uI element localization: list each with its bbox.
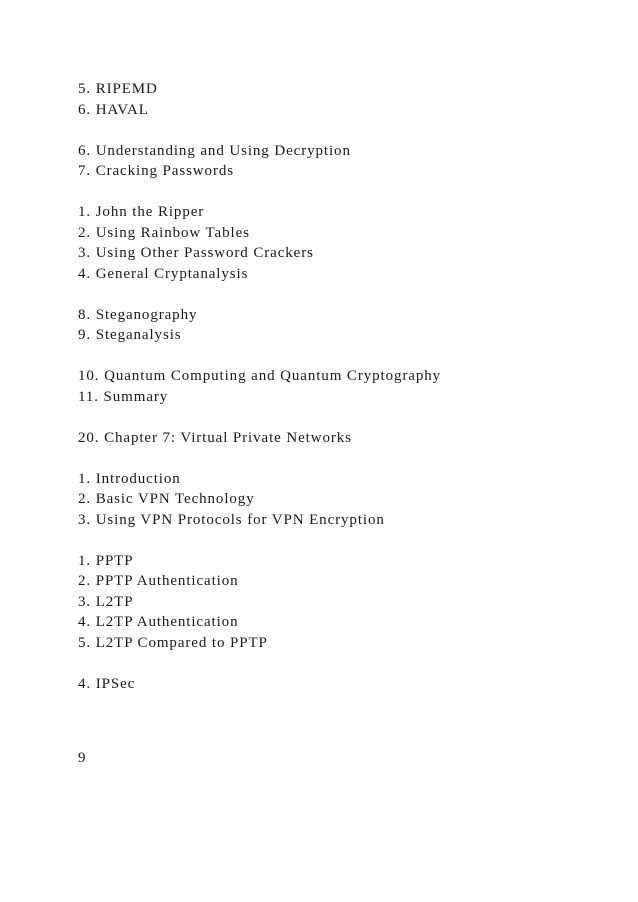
toc-group-ipsec bbox=[78, 674, 598, 695]
toc-entry: 7. Cracking Passwords bbox=[78, 163, 234, 179]
toc-entry: 2. Using Rainbow Tables bbox=[78, 224, 250, 241]
toc-chapter-heading: 20. Chapter 7: Virtual Private Networks bbox=[78, 429, 352, 446]
toc-entry: 2. PPTP Authentication bbox=[78, 573, 239, 589]
toc-group-password-cracking bbox=[78, 202, 598, 284]
toc-entry: 4. L2TP Authentication bbox=[78, 614, 239, 630]
toc-entry: 1. PPTP bbox=[78, 552, 134, 569]
toc-entry: 6. Understanding and Using Decryption bbox=[78, 142, 351, 159]
toc-entry: 6. HAVAL bbox=[78, 101, 149, 118]
toc-entry: 1. John the Ripper bbox=[78, 204, 205, 220]
toc-group-vpn-protocols bbox=[78, 551, 598, 654]
toc-entry: 2. Basic VPN Technology bbox=[78, 491, 255, 507]
toc-entry: 3. L2TP bbox=[78, 593, 134, 610]
toc-entry: 1. Introduction bbox=[78, 470, 181, 487]
toc-group-chapter-heading bbox=[78, 428, 598, 449]
toc-entry: 5. L2TP Compared to PPTP bbox=[78, 634, 268, 651]
toc-group-vpn-basics bbox=[78, 469, 598, 531]
toc-entry: 9. Steganalysis bbox=[78, 327, 182, 343]
table-of-contents bbox=[78, 79, 598, 715]
toc-entry: 4. General Cryptanalysis bbox=[78, 265, 249, 282]
toc-entry: 11. Summary bbox=[78, 388, 169, 405]
toc-entry: 4. IPSec bbox=[78, 675, 136, 692]
toc-group-decryption bbox=[78, 141, 598, 182]
toc-entry: 3. Using Other Password Crackers bbox=[78, 245, 314, 261]
toc-entry: 3. Using VPN Protocols for VPN Encryption bbox=[78, 511, 385, 528]
page-number: 9 bbox=[78, 750, 87, 766]
toc-entry: 5. RIPEMD bbox=[78, 81, 158, 97]
toc-entry: 8. Steganography bbox=[78, 306, 198, 323]
toc-group-quantum bbox=[78, 366, 598, 407]
toc-entry: 10. Quantum Computing and Quantum Cryptography bbox=[78, 368, 442, 384]
toc-group-hash-algorithms bbox=[78, 79, 598, 120]
toc-group-steganography bbox=[78, 305, 598, 346]
